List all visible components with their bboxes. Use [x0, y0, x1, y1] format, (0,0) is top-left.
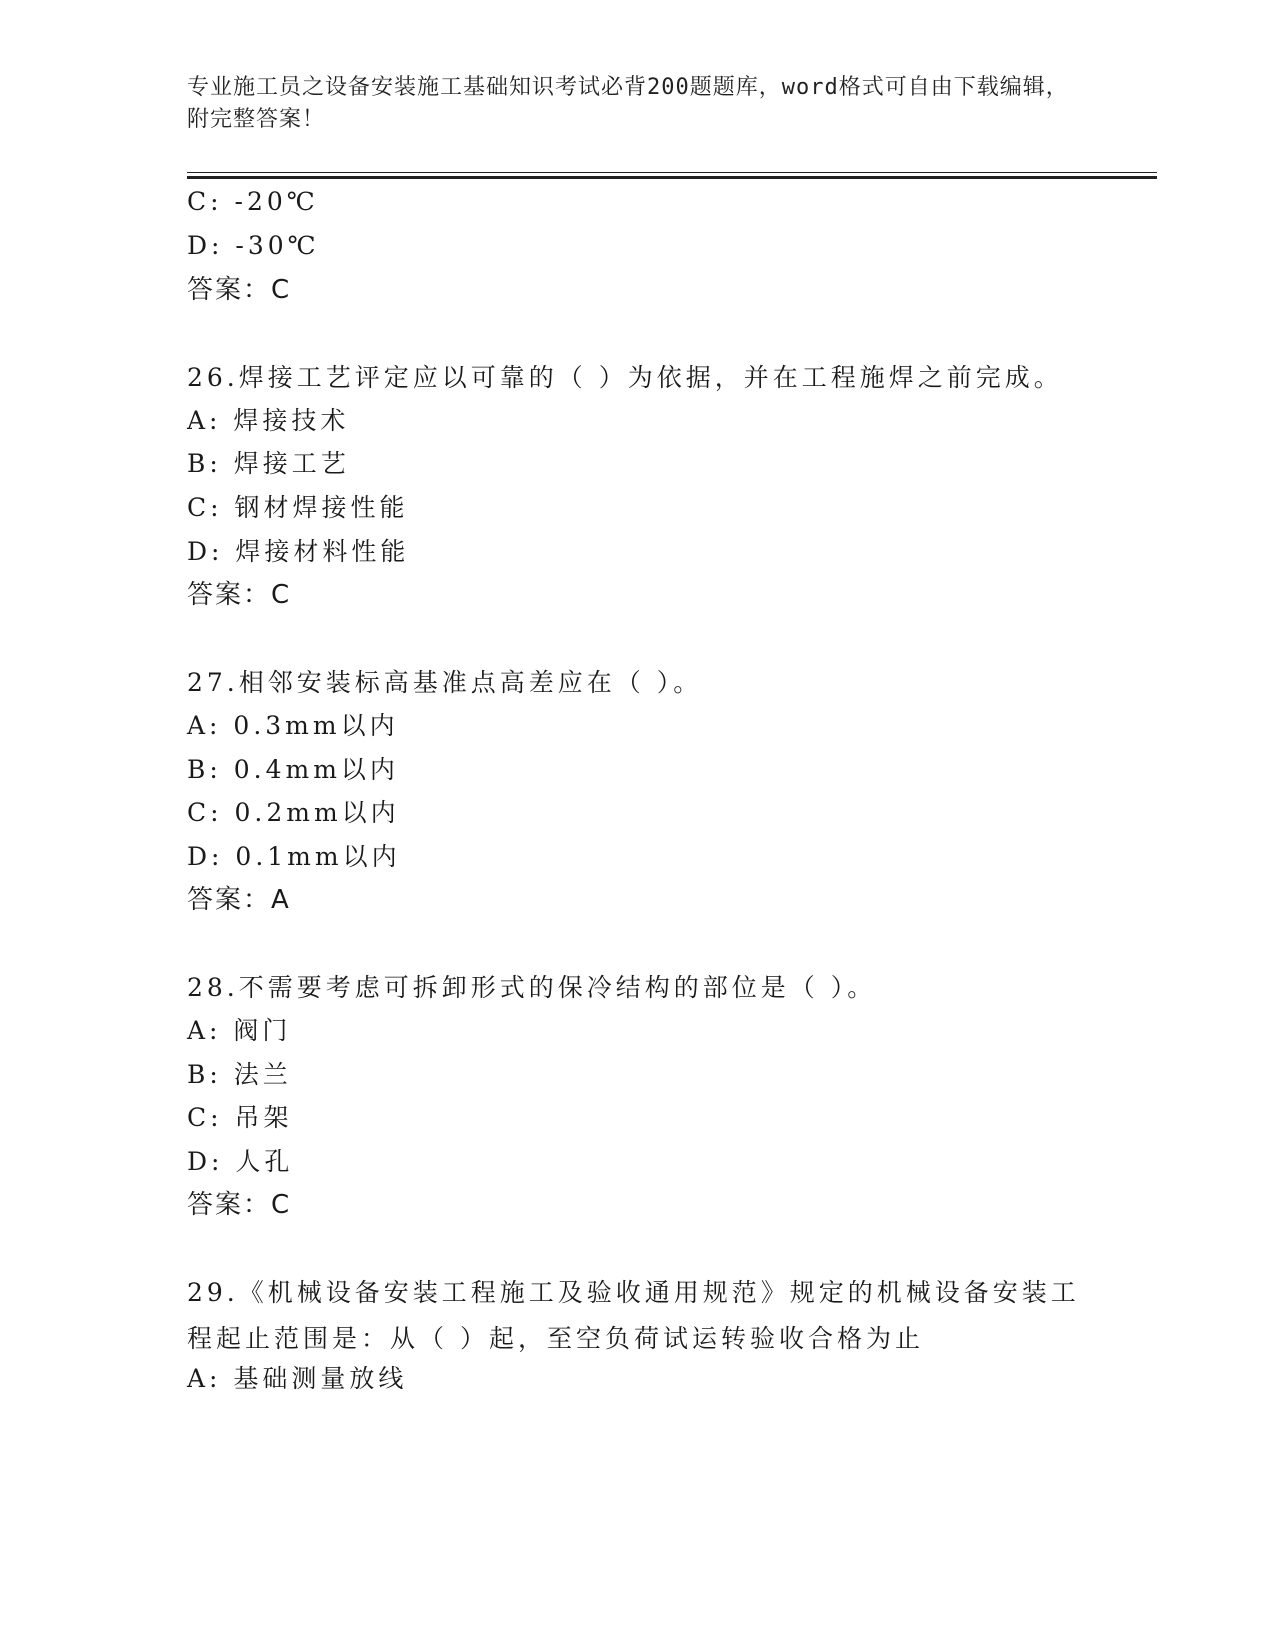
- q28-question: 28.不需要考虑可拆卸形式的保冷结构的部位是（ ）。: [187, 973, 877, 1002]
- document-header: 专业施工员之设备安装施工基础知识考试必背200题题库，word格式可自由下载编辑，附完整答案！: [187, 75, 1069, 132]
- q28-option-c: C: 吊架: [187, 1103, 293, 1132]
- q25-answer: 答案：C: [187, 275, 292, 305]
- q27-option-a: A: 0.3mm以内: [187, 711, 399, 740]
- q26-option-b: B: 焊接工艺: [187, 449, 350, 478]
- q26-question: 26.焊接工艺评定应以可靠的（ ）为依据，并在工程施焊之前完成。: [187, 363, 1063, 392]
- q26-option-c: C: 钢材焊接性能: [187, 493, 409, 522]
- q26-option-a: A: 焊接技术: [187, 406, 350, 435]
- q28-answer: 答案：C: [187, 1190, 292, 1220]
- q25-option-d: D: -30℃: [187, 231, 320, 260]
- q27-option-c: C: 0.2mm以内: [187, 798, 400, 827]
- q29-option-a: A: 基础测量放线: [187, 1364, 408, 1393]
- q27-answer: 答案：A: [187, 885, 291, 915]
- header-rule-thick: [187, 176, 1157, 179]
- q28-option-b: B: 法兰: [187, 1060, 292, 1089]
- q27-option-b: B: 0.4mm以内: [187, 755, 399, 784]
- q26-option-d: D: 焊接材料性能: [187, 537, 410, 566]
- header-rule-thin: [187, 172, 1157, 173]
- q29-question: 29.《机械设备安装工程施工及验收通用规范》规定的机械设备安装工程起止范围是：从（ ）起，至空负荷试运转验收合格为止: [187, 1278, 1080, 1353]
- q25-option-c: C: -20℃: [187, 187, 319, 216]
- q27-question: 27.相邻安装标高基准点高差应在（ ）。: [187, 668, 703, 697]
- q26-answer: 答案：C: [187, 580, 292, 610]
- q28-option-d: D: 人孔: [187, 1147, 294, 1176]
- q27-option-d: D: 0.1mm以内: [187, 842, 401, 871]
- q28-option-a: A: 阀门: [187, 1016, 292, 1045]
